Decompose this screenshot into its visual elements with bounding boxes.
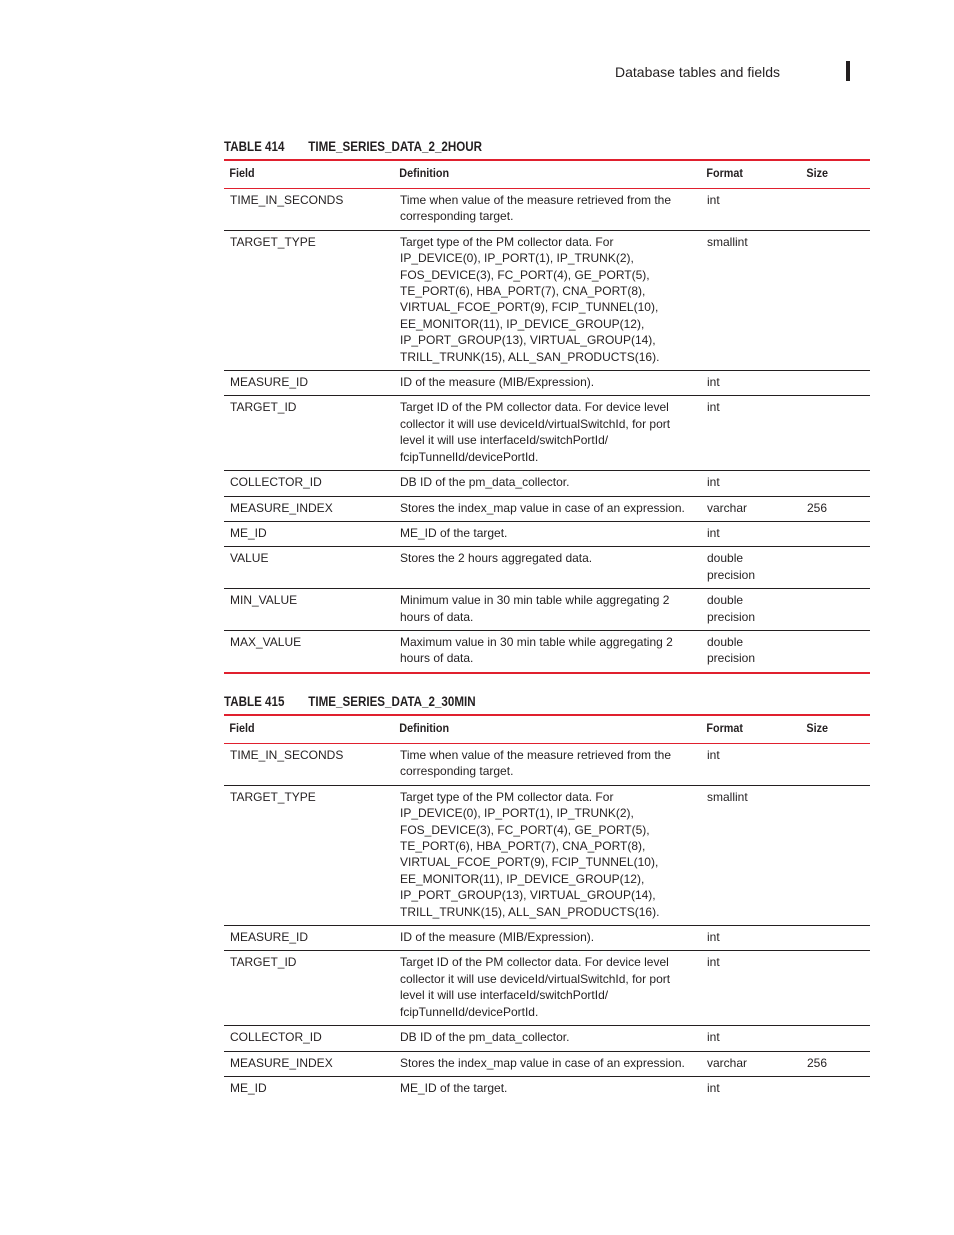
cell-format [701,589,801,630]
column-header-size: Size [806,721,829,735]
cell-field: MEASURE_INDEX [230,1055,333,1070]
cell-definition [393,1077,701,1101]
cell-format [701,497,801,521]
cell-format [701,1052,801,1076]
cell-definition [393,1052,701,1076]
definition-line: ME_ID of the target. [400,525,508,540]
cell-format [701,547,801,588]
column-header-size: Size [806,166,829,180]
cell-definition [393,744,701,785]
cell-field: TIME_IN_SECONDS [230,193,344,207]
cell-size [801,631,870,672]
format-line: int [707,193,720,207]
table-name: TIME_SERIES_DATA_2_30MIN [308,694,476,709]
definition-line: fcipTunnelId/devicePortId. [400,449,539,464]
cell-format [701,1077,801,1101]
definition-line: Time when value of the measure retrieved from the [400,193,672,207]
format-line: precision [707,567,756,582]
cell-definition [393,371,701,395]
definition-line: IP_DEVICE(0), IP_PORT(1), IP_TRUNK(2), [400,806,634,821]
cell-field: MIN_VALUE [230,593,298,608]
cell-definition [393,396,701,470]
cell-size [801,189,870,230]
format-line: int [707,475,720,490]
cell-definition [393,926,701,950]
cell-format [701,522,801,546]
format-line: smallint [707,789,748,804]
table-body [224,189,870,672]
format-line: int [707,1080,720,1095]
definition-line: IP_PORT_GROUP(13), VIRTUAL_GROUP(14), [400,888,656,903]
definition-line: DB ID of the pm_data_collector. [400,1030,570,1045]
column-header-format: Format [706,166,744,180]
table-header-row [224,161,870,189]
format-line: double [707,634,744,649]
header-bar [846,61,850,81]
format-line: precision [707,651,756,666]
table-number: TABLE 414 [224,139,285,154]
format-line: double [707,593,744,608]
definition-line: FOS_DEVICE(3), FC_PORT(4), GE_PORT(5), [400,267,650,282]
cell-size [801,547,870,588]
table-row [224,589,870,631]
cell-size [801,786,870,925]
table-row [224,471,870,496]
table-row [224,951,870,1026]
table-row [224,497,870,522]
cell-format [701,396,801,470]
table-number: TABLE 415 [224,694,285,709]
cell-format [701,231,801,370]
cell-field: MEASURE_ID [230,375,309,390]
cell-definition [393,951,701,1025]
table-time-series-2hour [224,159,870,674]
table-row [224,189,870,231]
cell-field: ME_ID [230,1080,267,1095]
format-line: varchar [707,1055,748,1070]
table-row [224,547,870,589]
table-row [224,744,870,786]
format-line: double [707,551,744,566]
running-header: Database tables and fields [615,64,780,80]
table-row [224,786,870,926]
table-row [224,1026,870,1051]
definition-line: TE_PORT(6), HBA_PORT(7), CNA_PORT(8), [400,284,646,299]
cell-format [701,189,801,230]
cell-definition [393,631,701,672]
definition-line: DB ID of the pm_data_collector. [400,475,570,490]
cell-field: TARGET_ID [230,955,297,970]
cell-field: VALUE [230,551,269,566]
definition-line: collector it will use deviceId/virtualSwitchId, for port [400,416,671,431]
cell-format [701,1026,801,1050]
cell-size [801,1077,870,1101]
cell-size [801,471,870,495]
column-header-field: Field [229,721,255,735]
definition-line: hours of data. [400,609,474,624]
definition-line: ME_ID of the target. [400,1080,508,1095]
table-name: TIME_SERIES_DATA_2_2HOUR [308,139,483,154]
cell-definition [393,471,701,495]
format-line: int [707,375,720,390]
format-line: precision [707,609,756,624]
cell-definition [393,547,701,588]
cell-format [701,371,801,395]
cell-definition [393,189,701,230]
cell-size: 256 [807,1055,828,1070]
column-header-definition: Definition [399,721,450,735]
cell-field: TIME_IN_SECONDS [230,748,344,762]
cell-size [801,396,870,470]
cell-field: TARGET_TYPE [230,789,316,804]
cell-format [701,951,801,1025]
cell-field: MEASURE_ID [230,930,309,945]
table-row [224,231,870,371]
format-line: int [707,748,720,762]
definition-line: level it will use interfaceId/switchPortId/ [400,988,609,1003]
cell-size: 256 [807,500,828,515]
definition-line: TRILL_TRUNK(15), ALL_SAN_PRODUCTS(16). [400,349,660,364]
definition-line: TRILL_TRUNK(15), ALL_SAN_PRODUCTS(16). [400,904,660,919]
definition-line: Target type of the PM collector data. For [400,789,614,804]
definition-line: EE_MONITOR(11), IP_DEVICE_GROUP(12), [400,871,645,886]
table-row [224,926,870,951]
cell-size [801,231,870,370]
cell-definition [393,522,701,546]
table-row [224,396,870,471]
definition-line: Minimum value in 30 min table while aggregating 2 [400,593,670,608]
column-header-definition: Definition [399,166,450,180]
format-line: varchar [707,500,748,515]
format-line: int [707,930,720,945]
table-header-row [224,716,870,744]
definition-line: ID of the measure (MIB/Expression). [400,930,595,945]
definition-line: Target ID of the PM collector data. For device level [400,955,669,970]
cell-field: MEASURE_INDEX [230,500,333,515]
cell-field: MAX_VALUE [230,634,302,649]
definition-line: Stores the 2 hours aggregated data. [400,551,593,566]
definition-line: collector it will use deviceId/virtualSwitchId, for port [400,971,671,986]
definition-line: TE_PORT(6), HBA_PORT(7), CNA_PORT(8), [400,839,646,854]
format-line: int [707,1030,720,1045]
definition-line: Stores the index_map value in case of an expression. [400,500,685,515]
cell-size [801,589,870,630]
definition-line: FOS_DEVICE(3), FC_PORT(4), GE_PORT(5), [400,822,650,837]
table-row [224,371,870,396]
table-row [224,1077,870,1101]
table-caption [224,139,482,154]
definition-line: Stores the index_map value in case of an expression. [400,1055,685,1070]
definition-line: EE_MONITOR(11), IP_DEVICE_GROUP(12), [400,316,645,331]
cell-size [801,522,870,546]
definition-line: IP_DEVICE(0), IP_PORT(1), IP_TRUNK(2), [400,251,634,266]
cell-definition [393,1026,701,1050]
cell-size [801,371,870,395]
cell-format [701,786,801,925]
format-line: smallint [707,234,748,249]
table-caption [224,694,476,709]
cell-field: TARGET_TYPE [230,234,316,249]
cell-field: COLLECTOR_ID [230,475,322,490]
cell-field: ME_ID [230,525,267,540]
definition-line: level it will use interfaceId/switchPortId/ [400,433,609,448]
cell-size [801,926,870,950]
definition-line: hours of data. [400,651,474,666]
definition-line: Time when value of the measure retrieved from the [400,748,672,762]
column-header-field: Field [229,166,255,180]
definition-line: Target ID of the PM collector data. For device level [400,400,669,415]
table-time-series-30min [224,714,870,1101]
cell-definition [393,786,701,925]
cell-format [701,631,801,672]
cell-field: TARGET_ID [230,400,297,415]
definition-line: Maximum value in 30 min table while aggregating 2 [400,634,673,649]
format-line: int [707,400,720,415]
format-line: int [707,525,720,540]
cell-format [701,926,801,950]
cell-definition [393,497,701,521]
table-row [224,631,870,672]
cell-field: COLLECTOR_ID [230,1030,322,1045]
cell-format [701,471,801,495]
table-row [224,522,870,547]
cell-size [801,1026,870,1050]
table-row [224,1052,870,1077]
definition-line: corresponding target. [400,764,514,779]
format-line: int [707,955,720,970]
definition-line: fcipTunnelId/devicePortId. [400,1004,539,1019]
definition-line: Target type of the PM collector data. For [400,234,614,249]
cell-format [701,744,801,785]
definition-line: VIRTUAL_FCOE_PORT(9), FCIP_TUNNEL(10), [400,855,659,870]
table-body [224,744,870,1101]
column-header-format: Format [706,721,744,735]
definition-line: ID of the measure (MIB/Expression). [400,375,595,390]
definition-line: corresponding target. [400,209,514,224]
cell-size [801,951,870,1025]
cell-definition [393,589,701,630]
cell-size [801,744,870,785]
definition-line: IP_PORT_GROUP(13), VIRTUAL_GROUP(14), [400,333,656,348]
definition-line: VIRTUAL_FCOE_PORT(9), FCIP_TUNNEL(10), [400,300,659,315]
cell-definition [393,231,701,370]
